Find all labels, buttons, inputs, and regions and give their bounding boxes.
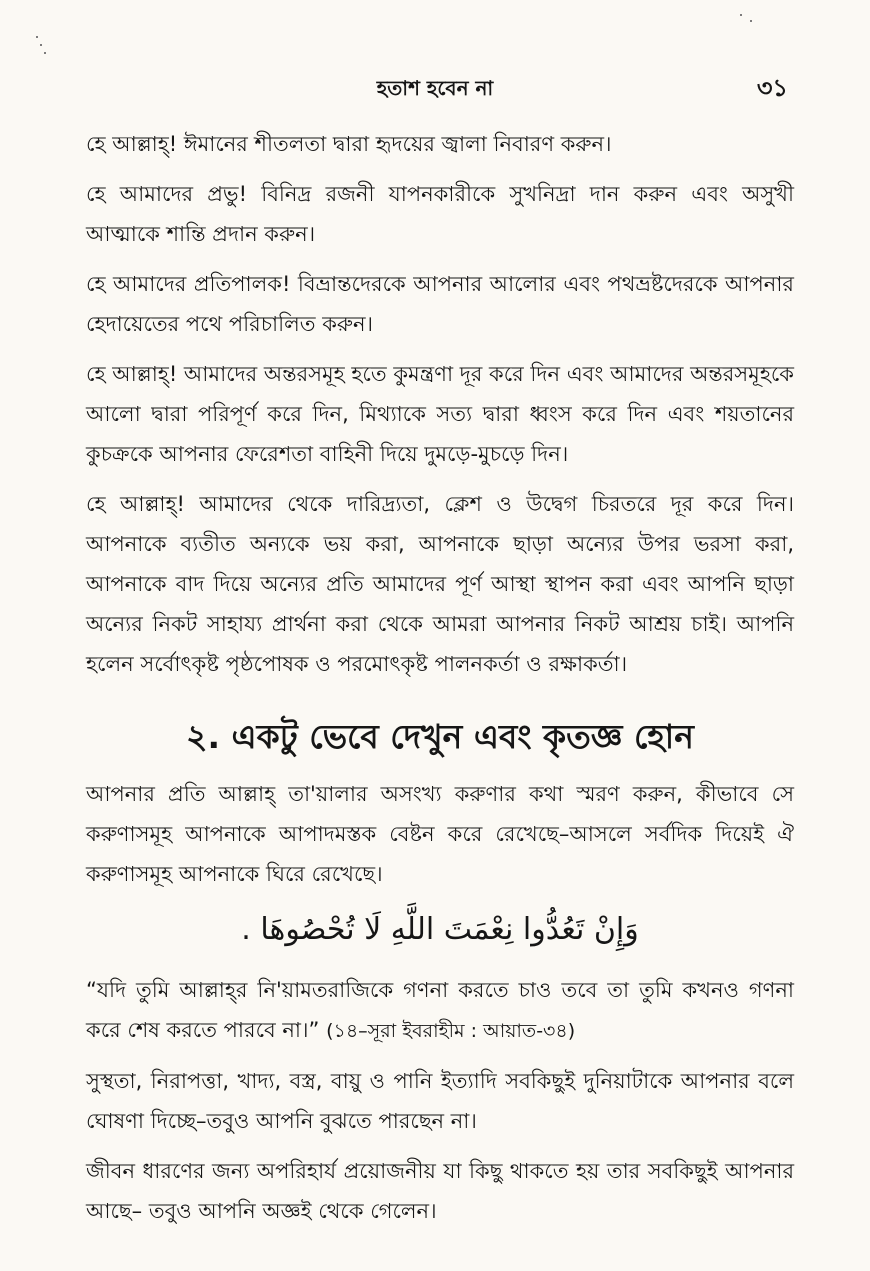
body-text <box>86 124 794 1241</box>
running-header: হতাশ হবেন না <box>376 76 494 100</box>
paragraph: হে আমাদের প্রতিপালক! বিভ্রান্তদেরকে আপনার আলোর এবং পথভ্রষ্টদেরকে আপনার হেদায়েতের পথে পরিচালিত করুন। <box>86 272 794 336</box>
paper-speck <box>740 14 742 16</box>
paragraph: হে আল্লাহ্! আমাদের অন্তরসমূহ হতে কুমন্ত্রণা দূর করে দিন এবং আমাদের অন্তরসমূহকে আলো দ্বারা পরিপূর্ণ করে দিন, মিথ্যাকে সত্য দ্বারা ধ্বংস করে দিন এবং শয়তানের কুচক্রকে আপনার ফেরেশতা বাহিনী দিয়ে দুমড়ে-মুচড়ে দিন। <box>86 362 794 466</box>
arabic-verse: وَإِنْ تَعُدُّوا نِعْمَتَ اللَّهِ لَا تُحْصُوهَا . <box>241 912 639 947</box>
section-heading: ২. একটু ভেবে দেখুন এবং কৃতজ্ঞ হোন <box>186 717 694 756</box>
paragraph: সুস্থতা, নিরাপত্তা, খাদ্য, বস্ত্র, বায়ু ও পানি ইত্যাদি সবকিছুই দুনিয়াটাকে আপনার বলে ঘোষণা দিচ্ছে–তবুও আপনি বুঝতে পারছেন না। <box>86 1069 794 1133</box>
paper-speck <box>44 52 46 54</box>
paragraph: হে আল্লাহ্! আমাদের থেকে দারিদ্র্যতা, ক্লেশ ও উদ্বেগ চিরতরে দূর করে দিন। আপনাকে ব্যতীত অন্যকে ভয় করা, আপনাকে ছাড়া অন্যের উপর ভরসা করা, আপনাকে বাদ দিয়ে অন্যের প্রতি আমাদের পূর্ণ আস্থা স্থাপন করা এবং আপনি ছাড়া অন্যের নিকট সাহায্য প্রার্থনা করা থেকে আমরা আপনার নিকট আশ্রয় চাই। আপনি হলেন সর্বোৎকৃষ্ট পৃষ্ঠপোষক ও পরমোৎকৃষ্ট পালনকর্তা ও রক্ষাকর্তা। <box>86 492 794 676</box>
section-intro: আপনার প্রতি আল্লাহ্ তা'য়ালার অসংখ্য করুণার কথা স্মরণ করুন, কীভাবে সে করুণাসমূহ আপনাকে আপাদমস্তক বেষ্টন করে রেখেছে–আসলে সর্বদিক দিয়েই ঐ করুণাসমূহ আপনাকে ঘিরে রেখেছে। <box>86 782 794 886</box>
verse-translation <box>86 970 794 1051</box>
paper-speck <box>750 20 752 22</box>
paper-speck <box>40 44 42 46</box>
paragraph: হে আল্লাহ্! ঈমানের শীতলতা দ্বারা হৃদয়ের জ্বালা নিবারণ করুন। <box>86 132 612 156</box>
page-number: ৩১ <box>756 74 788 102</box>
quote-text: “যদি তুমি আল্লাহ্‌র নি'য়ামতরাজিকে গণনা করতে চাও তবে তা তুমি কখনও গণনা করে শেষ করতে পারবে না।” <box>86 978 794 1042</box>
paper-speck <box>36 36 38 38</box>
paragraph: জীবন ধারণের জন্য অপরিহার্য প্রয়োজনীয় যা কিছু থাকতে হয় তার সবকিছুই আপনার আছে– তবুও আপনি অজ্ঞই থেকে গেলেন। <box>86 1159 794 1223</box>
paragraph: হে আমাদের প্রভু! বিনিদ্র রজনী যাপনকারীকে সুখনিদ্রা দান করুন এবং অসুখী আত্মাকে শান্তি প্রদান করুন। <box>86 182 794 246</box>
quote-reference: (১৪–সূরা ইবরাহীম : আয়াত-৩৪) <box>326 1020 576 1042</box>
